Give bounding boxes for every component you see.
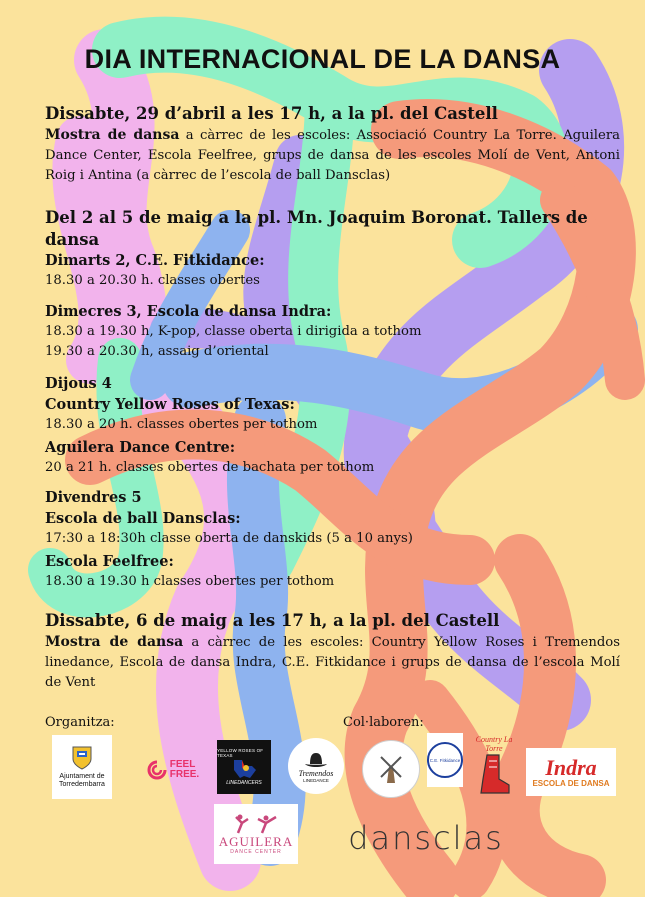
workshops-section bbox=[45, 207, 620, 251]
event-1-heading: Dissabte, 29 d’abril a les 17 h, a la pl. del Castell bbox=[45, 104, 498, 123]
fitkidance-logo bbox=[427, 733, 463, 787]
friday-heading: Divendres 5 bbox=[45, 489, 142, 506]
feelfree-swirl-icon bbox=[147, 760, 167, 780]
event-2 bbox=[45, 610, 620, 693]
ajuntament-logo-line-2: Torredembarra bbox=[59, 781, 105, 788]
thursday-sub-1: Country Yellow Roses of Texas: bbox=[45, 396, 295, 413]
thursday-line-2: 20 a 21 h. classes obertes de bachata per tothom bbox=[45, 460, 375, 475]
event-2-lead: Mostra de dansa bbox=[45, 634, 184, 650]
fitkidance-logo-text: C.E. Fitkidance bbox=[427, 742, 463, 778]
dansclas-logo-text: dansclas bbox=[348, 819, 504, 857]
yellow-roses-logo-line-2: LINEDANCERS bbox=[226, 780, 262, 786]
coat-of-arms-icon bbox=[71, 745, 93, 771]
country-logo-text: Country La Torre bbox=[475, 735, 513, 753]
col-laboren-label: Col·laboren: bbox=[343, 715, 424, 730]
thursday-sub-2: Aguilera Dance Centre: bbox=[45, 439, 236, 456]
yellow-roses-logo bbox=[217, 740, 271, 794]
cowboy-hat-icon bbox=[303, 750, 329, 770]
page-title: DIA INTERNACIONAL DE LA DANSA bbox=[84, 44, 561, 74]
thursday-line-1: 18.30 a 20 h. classes obertes per tothom bbox=[45, 417, 318, 432]
wednesday-line-2: 19.30 a 20.30 h, assaig d’oriental bbox=[45, 344, 269, 359]
cowboy-boot-icon bbox=[477, 753, 511, 797]
tuesday-line-1: 18.30 a 20.30 h. classes obertes bbox=[45, 273, 260, 288]
organitza-label: Organitza: bbox=[45, 715, 115, 730]
friday-sub-1: Escola de ball Dansclas: bbox=[45, 510, 241, 527]
tuesday-block bbox=[45, 250, 620, 291]
indra-logo-line-1: Indra bbox=[545, 754, 597, 780]
tremendos-logo-line-1: Tremendos bbox=[298, 768, 334, 778]
yellow-roses-logo-line-1: YELLOW ROSES OF TEXAS bbox=[217, 748, 264, 758]
friday-line-2: 18.30 a 19.30 h classes obertes per tothom bbox=[45, 574, 335, 589]
tremendos-logo bbox=[288, 738, 344, 794]
thursday-heading: Dijous 4 bbox=[45, 375, 112, 392]
wednesday-line-1: 18.30 a 19.30 h, K-pop, classe oberta i dirigida a tothom bbox=[45, 324, 422, 339]
workshops-heading: Del 2 al 5 de maig a la pl. Mn. Joaquim Boronat. Tallers de dansa bbox=[45, 208, 588, 249]
wednesday-heading: Dimecres 3, Escola de dansa Indra: bbox=[45, 303, 332, 320]
event-1 bbox=[45, 103, 620, 186]
indra-logo-line-2: ESCOLA DE DANSA bbox=[532, 778, 610, 788]
dancers-silhouette-icon bbox=[228, 813, 284, 835]
moli-de-vent-logo bbox=[362, 740, 420, 798]
aguilera-logo bbox=[214, 804, 298, 864]
tuesday-heading: Dimarts 2, C.E. Fitkidance: bbox=[45, 252, 265, 269]
event-2-text: a càrrec de les escoles: Country Yellow Roses i Tremendos linedance, Escola de dansa Indra, C.E. Fitkidance i grups de dansa de l’escola Molí de Vent bbox=[45, 635, 620, 690]
tremendos-logo-line-2: LINEDANCE bbox=[303, 777, 329, 783]
wednesday-block bbox=[45, 301, 620, 362]
indra-logo bbox=[526, 748, 616, 796]
dansclas-logo bbox=[338, 818, 514, 858]
friday-sub-2: Escola Feelfree: bbox=[45, 553, 174, 570]
feelfree-logo bbox=[140, 755, 206, 785]
ajuntament-logo-line-1: Ajuntament de bbox=[59, 773, 105, 780]
thursday-block bbox=[45, 373, 620, 478]
country-la-torre-logo bbox=[472, 733, 516, 799]
event-2-heading: Dissabte, 6 de maig a les 17 h, a la pl. del Castell bbox=[45, 611, 500, 630]
feelfree-logo-line-1: FEEL bbox=[169, 759, 196, 770]
event-1-text: a càrrec de les escoles: Associació Country La Torre. Aguilera Dance Center, Escola Feelfree, grups de dansa de les escoles Molí de Vent, Antoni Roig i Antina (a càrrec de l’escola de ball Dansclas) bbox=[45, 128, 620, 183]
feelfree-logo-line-2: FREE. bbox=[169, 769, 200, 780]
friday-block bbox=[45, 487, 620, 592]
aguilera-logo-line-2: DANCE CENTER bbox=[230, 849, 282, 855]
friday-line-1: 17:30 a 18:30h classe oberta de danskids (5 a 10 anys) bbox=[45, 531, 413, 546]
event-1-description bbox=[45, 125, 620, 186]
event-1-lead: Mostra de dansa bbox=[45, 127, 180, 143]
ajuntament-torredembarra-logo bbox=[52, 735, 112, 799]
event-2-description bbox=[45, 632, 620, 693]
texas-map-icon bbox=[230, 758, 258, 780]
aguilera-logo-line-1: AGUILERA bbox=[218, 834, 294, 849]
windmill-icon bbox=[375, 753, 407, 785]
